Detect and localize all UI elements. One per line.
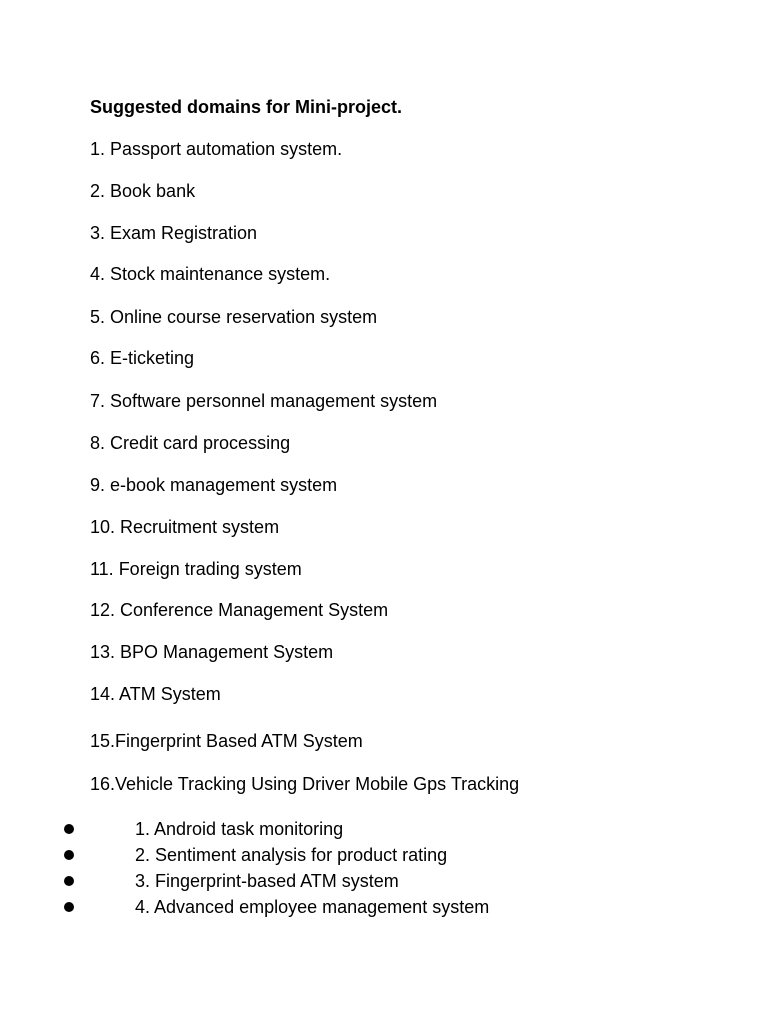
bullet-icon bbox=[64, 876, 74, 886]
list-item: 8. Credit card processing bbox=[90, 433, 291, 453]
list-item: 9. e-book management system bbox=[90, 475, 338, 495]
list-item: 10. Recruitment system bbox=[90, 517, 280, 537]
bullet-icon bbox=[64, 902, 74, 912]
list-item: 3. Exam Registration bbox=[90, 223, 258, 243]
list-item: 2. Book bank bbox=[90, 181, 196, 201]
list-item: 4. Stock maintenance system. bbox=[90, 264, 331, 284]
list-item: 16.Vehicle Tracking Using Driver Mobile Gps Tracking bbox=[90, 774, 520, 794]
bullet-text: 4. Advanced employee management system bbox=[135, 897, 490, 917]
list-item: 13. BPO Management System bbox=[90, 642, 334, 662]
bullet-icon bbox=[64, 850, 74, 860]
bullet-text: 3. Fingerprint-based ATM system bbox=[135, 871, 399, 891]
list-item: 1. Passport automation system. bbox=[90, 139, 343, 159]
bullet-text: 2. Sentiment analysis for product rating bbox=[135, 845, 448, 865]
list-item: 12. Conference Management System bbox=[90, 600, 389, 620]
document-title: Suggested domains for Mini-project. bbox=[90, 97, 403, 117]
list-item: 14. ATM System bbox=[90, 684, 221, 704]
bullet-icon bbox=[64, 824, 74, 834]
bullet-text: 1. Android task monitoring bbox=[135, 819, 344, 839]
list-item: 11. Foreign trading system bbox=[90, 559, 302, 579]
list-item: 7. Software personnel management system bbox=[90, 391, 438, 411]
list-item: 6. E-ticketing bbox=[90, 348, 195, 368]
list-item: 15.Fingerprint Based ATM System bbox=[90, 731, 363, 751]
list-item: 5. Online course reservation system bbox=[90, 307, 378, 327]
